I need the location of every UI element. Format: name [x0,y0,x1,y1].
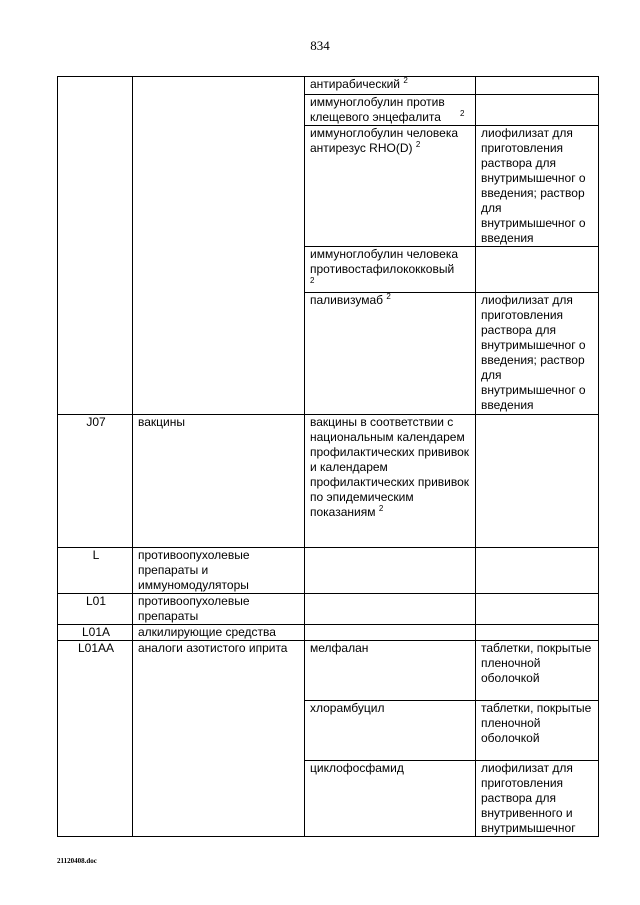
code-cell: L01 [58,594,133,625]
substance-cell: иммуноглобулин человека противостафилококковый $^2$ [305,247,476,293]
code-cell: L01AA [58,641,133,837]
form-cell [476,594,599,625]
substance-cell [305,548,476,594]
table-row [58,548,599,594]
group-cell: алкилирующие средства [133,625,305,641]
substance-cell [305,625,476,641]
group-cell [133,77,305,415]
substance-cell: мелфалан [305,641,476,701]
table-row [58,594,599,625]
table-row [58,625,599,641]
form-cell [476,95,599,126]
substance-cell: иммуноглобулин против клещевого энцефалита $^2$ [305,95,476,126]
code-cell [58,77,133,415]
table-row [58,415,599,548]
form-cell: лиофилизат для приготовления раствора для внутримышечног о введения; раствор для внутримышечног о введения [476,126,599,247]
page-number: 834 [310,38,330,53]
substance-cell: хлорамбуцил [305,701,476,761]
table-row [58,641,599,701]
group-cell: противоопухолевые препараты [133,594,305,625]
substance-cell [305,594,476,625]
form-cell: лиофилизат для приготовления раствора для внутривенного и внутримышечног [476,761,599,837]
substance-cell: иммуноглобулин человека антирезус RHO(D) $^2$ [305,126,476,247]
substance-cell: вакцины в соответствии с национальным календарем профилактических прививок и календарем профилактических прививок по эпидемическим показаниям $^2$ [305,415,476,548]
form-cell: лиофилизат для приготовления раствора для внутримышечног о введения; раствор для внутримышечног о введения [476,293,599,415]
form-cell [476,415,599,548]
table-row [58,77,599,95]
form-cell [476,77,599,95]
form-cell [476,548,599,594]
code-cell: L [58,548,133,594]
form-cell: таблетки, покрытые пленочной оболочкой [476,641,599,701]
substance-cell: антирабический $^2$ [305,77,476,95]
form-cell [476,625,599,641]
substance-cell: циклофосфамид [305,761,476,837]
group-cell: вакцины [133,415,305,548]
footer-filename: 21120408.doc [57,857,97,865]
substance-cell: паливизумаб $^2$ [305,293,476,415]
form-cell [476,247,599,293]
group-cell: аналоги азотистого иприта [133,641,305,837]
form-cell: таблетки, покрытые пленочной оболочкой [476,701,599,761]
group-cell: противоопухолевые препараты и иммуномодуляторы [133,548,305,594]
drug-table [57,76,599,837]
code-cell: L01A [58,625,133,641]
code-cell: J07 [58,415,133,548]
